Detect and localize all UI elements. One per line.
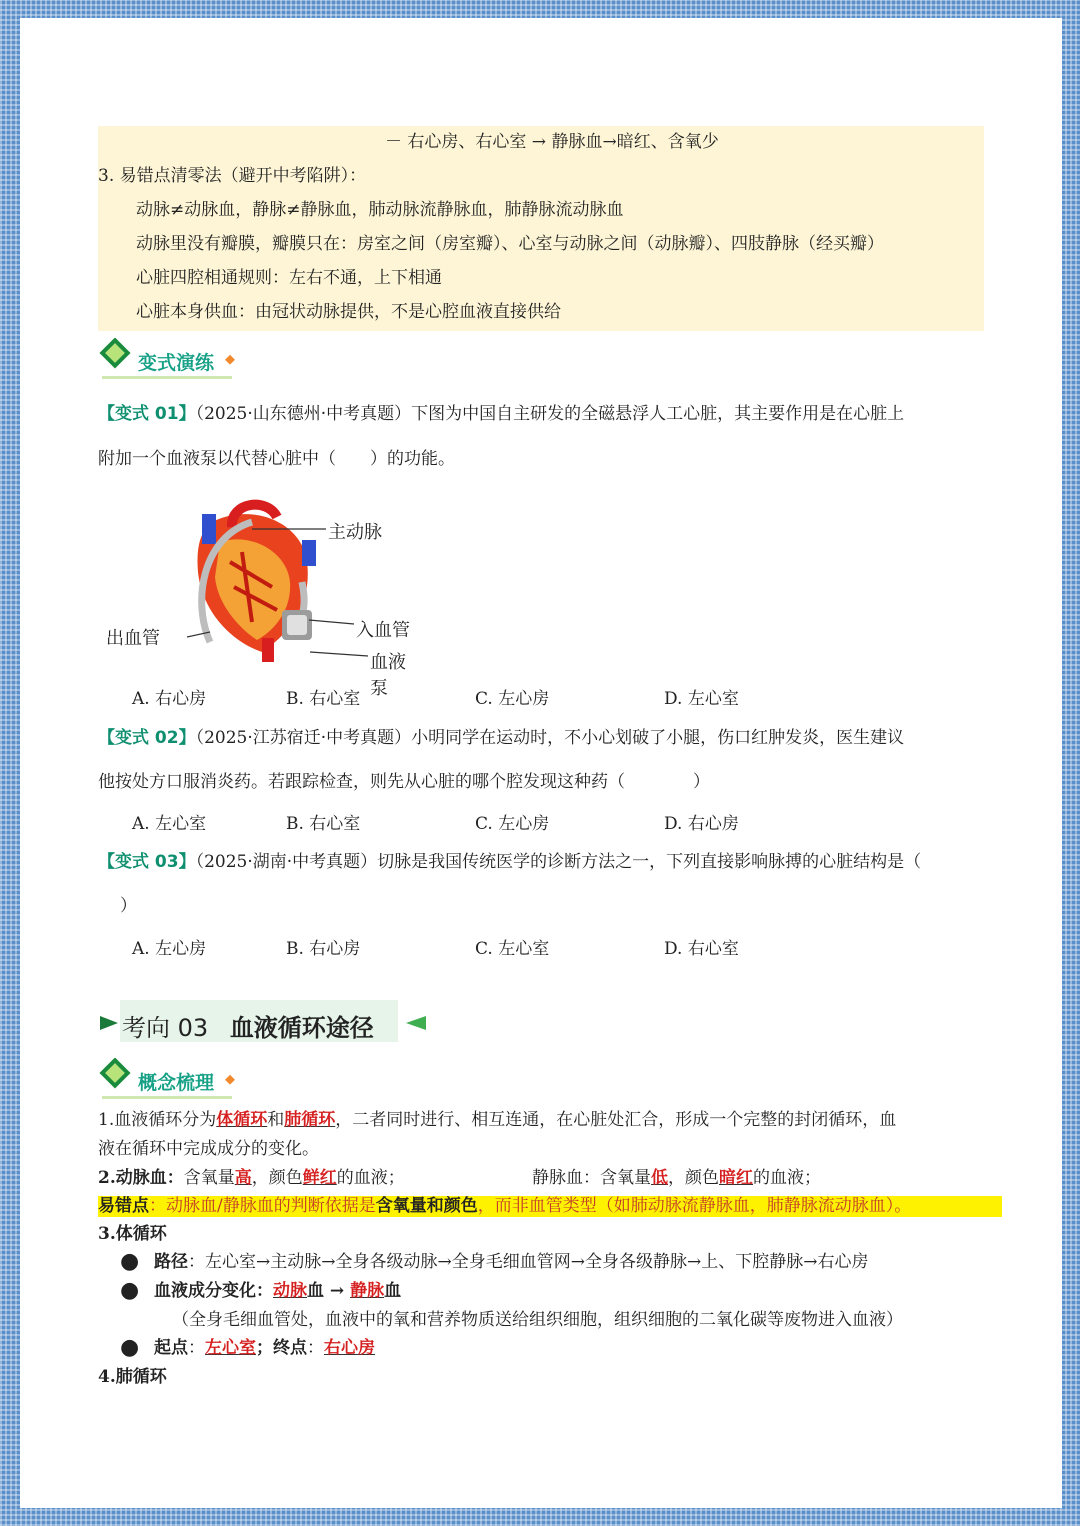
term-dark-red: 暗红	[719, 1168, 753, 1188]
q2-label: 【变式 02】	[98, 728, 196, 748]
label-inflow: 入血管	[356, 620, 410, 641]
text: ：	[307, 1338, 324, 1358]
document-page	[20, 18, 1062, 1508]
text: ：动脉血/静脉血的判断依据是	[149, 1196, 376, 1216]
term-arterial: 动脉	[273, 1281, 307, 1301]
summary-item-3: 心脏四腔相通规则：左右不通，上下相通	[136, 268, 442, 288]
concept-p1-line-2: 液在循环中完成成分的变化。	[98, 1139, 319, 1159]
triangle-right-icon	[98, 1014, 120, 1032]
term-systemic: 体循环	[216, 1110, 268, 1130]
summary-heading-3: 3. 易错点清零法（避开中考陷阱）：	[98, 166, 367, 186]
q2-option-c[interactable]: C. 左心房	[475, 814, 550, 834]
triangle-left-icon	[402, 1014, 428, 1032]
q2-option-a[interactable]: A. 左心室	[132, 814, 207, 834]
text: 血 →	[307, 1281, 351, 1301]
text: 血液成分变化：	[154, 1281, 273, 1301]
q1-line-1	[98, 406, 904, 423]
summary-line-0: － 右心房、右心室 → 静脉血→暗红、含氧少	[385, 132, 719, 152]
q3-option-b[interactable]: B. 右心房	[286, 939, 361, 959]
section-number: 考向 03	[122, 1014, 209, 1042]
q1-option-a[interactable]: A. 右心房	[132, 689, 207, 709]
bullet-icon: ●	[120, 1278, 140, 1303]
text: 起点	[154, 1338, 188, 1358]
text: ，二者同时进行、相互连通，在心脏处汇合，形成一个完整的封闭循环，血	[335, 1110, 897, 1130]
q1-text-1: （2025·山东德州·中考真题）下图为中国自主研发的全磁悬浮人工心脏，其主要作用是在心脏上	[195, 404, 905, 424]
q3-option-d[interactable]: D. 右心室	[664, 939, 739, 959]
text: ：	[188, 1338, 205, 1358]
term-low: 低	[651, 1168, 668, 1188]
concept-badge-label: 概念梳理	[138, 1072, 215, 1094]
q1-option-d[interactable]: D. 左心室	[664, 689, 739, 709]
q1-label: 【变式 01】	[98, 404, 196, 424]
concept-p2-arterial	[98, 1170, 405, 1187]
bullet-icon: ●	[120, 1249, 140, 1274]
text: 含氧量和颜色	[375, 1196, 478, 1216]
q3-label: 【变式 03】	[98, 852, 196, 872]
text: 含氧量	[183, 1168, 235, 1188]
text: 易错点	[98, 1196, 149, 1216]
q3-option-a[interactable]: A. 左心房	[132, 939, 207, 959]
text: 静脉血：含氧量	[532, 1168, 651, 1188]
text: 1.血液循环分为	[98, 1110, 217, 1130]
label-aorta: 主动脉	[328, 522, 382, 543]
text: ：左心室→主动脉→全身各级动脉→全身毛细血管网→全身各级静脉→上、下腔静脉→右心房	[188, 1252, 869, 1272]
systemic-change	[154, 1283, 401, 1300]
systemic-path	[154, 1254, 868, 1271]
systemic-change-note: （全身毛细血管处，血液中的氧和营养物质送给组织细胞，组织细胞的二氧化碳等废物进入血液）	[172, 1310, 903, 1330]
text: 血	[384, 1281, 402, 1301]
concept-badge	[96, 1058, 246, 1102]
section-heading	[122, 1008, 374, 1043]
text: 路径	[154, 1252, 188, 1272]
term-high: 高	[234, 1168, 252, 1188]
heading-systemic: 3.体循环	[98, 1224, 167, 1244]
term-venous: 静脉	[350, 1281, 385, 1301]
q1-option-c[interactable]: C. 左心房	[475, 689, 550, 709]
q2-line-1	[98, 730, 904, 747]
concept-p1-line-1	[98, 1112, 896, 1129]
text: 和	[267, 1110, 285, 1130]
practice-badge	[96, 338, 246, 382]
text: ；终点	[256, 1338, 307, 1358]
q1-option-b[interactable]: B. 右心室	[286, 689, 361, 709]
label-pump: 血液泵	[370, 652, 406, 699]
q2-line-2: 他按处方口服消炎药。若跟踪检查，则先从心脏的哪个腔发现这种药（ ）	[98, 772, 710, 792]
term-pulmonary: 肺循环	[284, 1110, 336, 1130]
q3-line-1	[98, 854, 921, 871]
q3-text-1: （2025·湖南·中考真题）切脉是我国传统医学的诊断方法之一，下列直接影响脉搏的心脏结构是（	[195, 852, 922, 872]
text: 的血液；	[336, 1168, 405, 1188]
term-start: 左心室	[205, 1338, 256, 1358]
systemic-start-end	[154, 1340, 375, 1357]
section-title: 血液循环途径	[229, 1014, 374, 1042]
q1-line-2: 附加一个血液泵以代替心脏中（ ）的功能。	[98, 449, 455, 469]
term-end: 右心房	[324, 1338, 375, 1358]
text: ，颜色	[251, 1168, 303, 1188]
q2-option-d[interactable]: D. 右心房	[664, 814, 739, 834]
summary-item-2: 动脉里没有瓣膜，瓣膜只在：房室之间（房室瓣）、心室与动脉之间（动脉瓣）、四肢静脉（经买瓣）	[136, 234, 884, 254]
label-outflow: 出血管	[106, 628, 160, 649]
text: ，而非血管类型（如肺动脉流静脉血，肺静脉流动脉血）。	[477, 1196, 912, 1216]
bullet-icon: ●	[120, 1335, 140, 1360]
q3-option-c[interactable]: C. 左心室	[475, 939, 550, 959]
q3-line-2: ）	[120, 896, 137, 916]
summary-item-4: 心脏本身供血：由冠状动脉提供，不是心腔血液直接供给	[136, 302, 561, 322]
summary-item-1: 动脉≠动脉血，静脉≠静脉血，肺动脉流静脉血，肺静脉流动脉血	[136, 200, 624, 220]
text: ，颜色	[668, 1168, 719, 1188]
text: 的血液；	[753, 1168, 821, 1188]
summary-box	[98, 126, 984, 331]
q2-option-b[interactable]: B. 右心室	[286, 814, 361, 834]
term-bright-red: 鲜红	[302, 1168, 337, 1188]
mistake-warning	[98, 1196, 1002, 1217]
concept-p2-venous	[532, 1170, 821, 1187]
practice-badge-label: 变式演练	[138, 352, 215, 374]
q2-text-1: （2025·江苏宿迁·中考真题）小明同学在运动时，不小心划破了小腿，伤口红肿发炎，医生建议	[195, 728, 905, 748]
heading-pulmonary: 4.肺循环	[98, 1367, 167, 1387]
text: 2.动脉血：	[98, 1168, 184, 1188]
